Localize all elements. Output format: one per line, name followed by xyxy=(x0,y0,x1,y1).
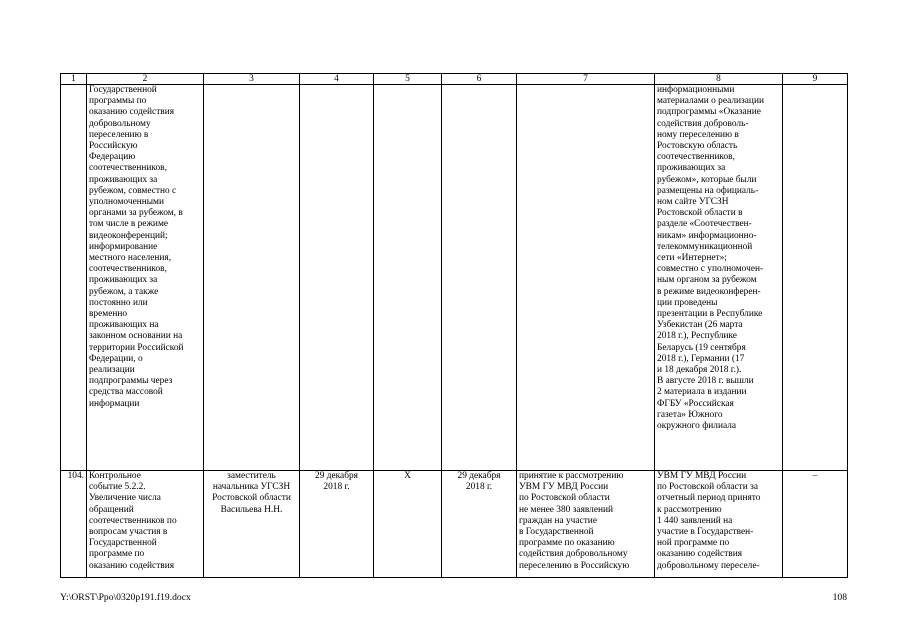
table-row xyxy=(61,85,848,471)
program-table xyxy=(60,73,848,578)
footer-page-number: 108 xyxy=(832,592,847,603)
actual-date-cell: 29 декабря 2018 г. xyxy=(442,471,517,578)
planned-date-cell xyxy=(300,85,374,471)
header-cell-4: 4 xyxy=(300,74,374,85)
row-number-cell: 104. xyxy=(61,471,87,578)
actual-result-cell: УВМ ГУ МВД России по Ростовской области за отчетный период принято к рассмотрению 1 440 заявлений на участие в Государствен- ной программе по оказанию содействия добровольному переселе- xyxy=(655,471,783,578)
actual-date-cell xyxy=(442,85,517,471)
header-cell-8: 8 xyxy=(655,74,783,85)
start-date-cell: Х xyxy=(374,471,442,578)
header-cell-2: 2 xyxy=(87,74,204,85)
expected-result-cell xyxy=(517,85,655,471)
header-cell-1: 1 xyxy=(61,74,87,85)
event-name-cell: Государственной программы по оказанию содействия добровольному переселению в Российскую Федерацию соотечественников, проживающих за рубежом, совместно с уполномоченными органами за рубежом, в том числе в режиме видеоконференций; информирование местного населения, соотечественников, проживающих за рубежом, а также постоянно или временно проживающих на законном основании на территории Российской Федерации, о реализации подпрограммы через средства массовой информации xyxy=(87,85,204,471)
header-cell-9: 9 xyxy=(783,74,848,85)
footer-file-path: Y:\ORST\Ppo\0320p191.f19.docx xyxy=(60,592,191,603)
table-header-row xyxy=(61,74,848,85)
table-row xyxy=(61,471,848,578)
row-number-cell xyxy=(61,85,87,471)
header-cell-5: 5 xyxy=(374,74,442,85)
header-cell-7: 7 xyxy=(517,74,655,85)
actual-result-cell: информационными материалами о реализации подпрограммы «Оказание содействия доброволь- ному переселению в Ростовскую область соотечественников, проживающих за рубежом», которые были размещены на официаль- ном сайте УГСЗН Ростовской области в разделе «Соотечествен- никам» информационно- телекоммуникационной сети «Интернет»; совместно с уполномочен- ным органом за рубежом в режиме видеоконферен- ции проведены презентации в Республике Узбекистан (26 марта 2018 г.), Республике Беларусь (19 сентября 2018 г.), Германии (17 и 18 декабря 2018 г.). В августе 2018 г. вышли 2 материала в издании ФГБУ «Российская газета» Южного окружного филиала xyxy=(655,85,783,471)
problems-cell xyxy=(783,85,848,471)
event-name-cell: Контрольное событие 5.2.2. Увеличение числа обращений соотечественников по вопросам участия в Государственной программе по оказанию содействия xyxy=(87,471,204,578)
planned-date-cell: 29 декабря 2018 г. xyxy=(300,471,374,578)
problems-cell: – xyxy=(783,471,848,578)
responsible-cell xyxy=(204,85,300,471)
header-cell-3: 3 xyxy=(204,74,300,85)
header-cell-6: 6 xyxy=(442,74,517,85)
start-date-cell xyxy=(374,85,442,471)
responsible-cell: заместитель начальника УГСЗН Ростовской области Васильева Н.Н. xyxy=(204,471,300,578)
expected-result-cell: принятие к рассмотрению УВМ ГУ МВД России по Ростовской области не менее 380 заявлений граждан на участие в Государственной программе по оказанию содействия добровольному переселению в Российскую xyxy=(517,471,655,578)
